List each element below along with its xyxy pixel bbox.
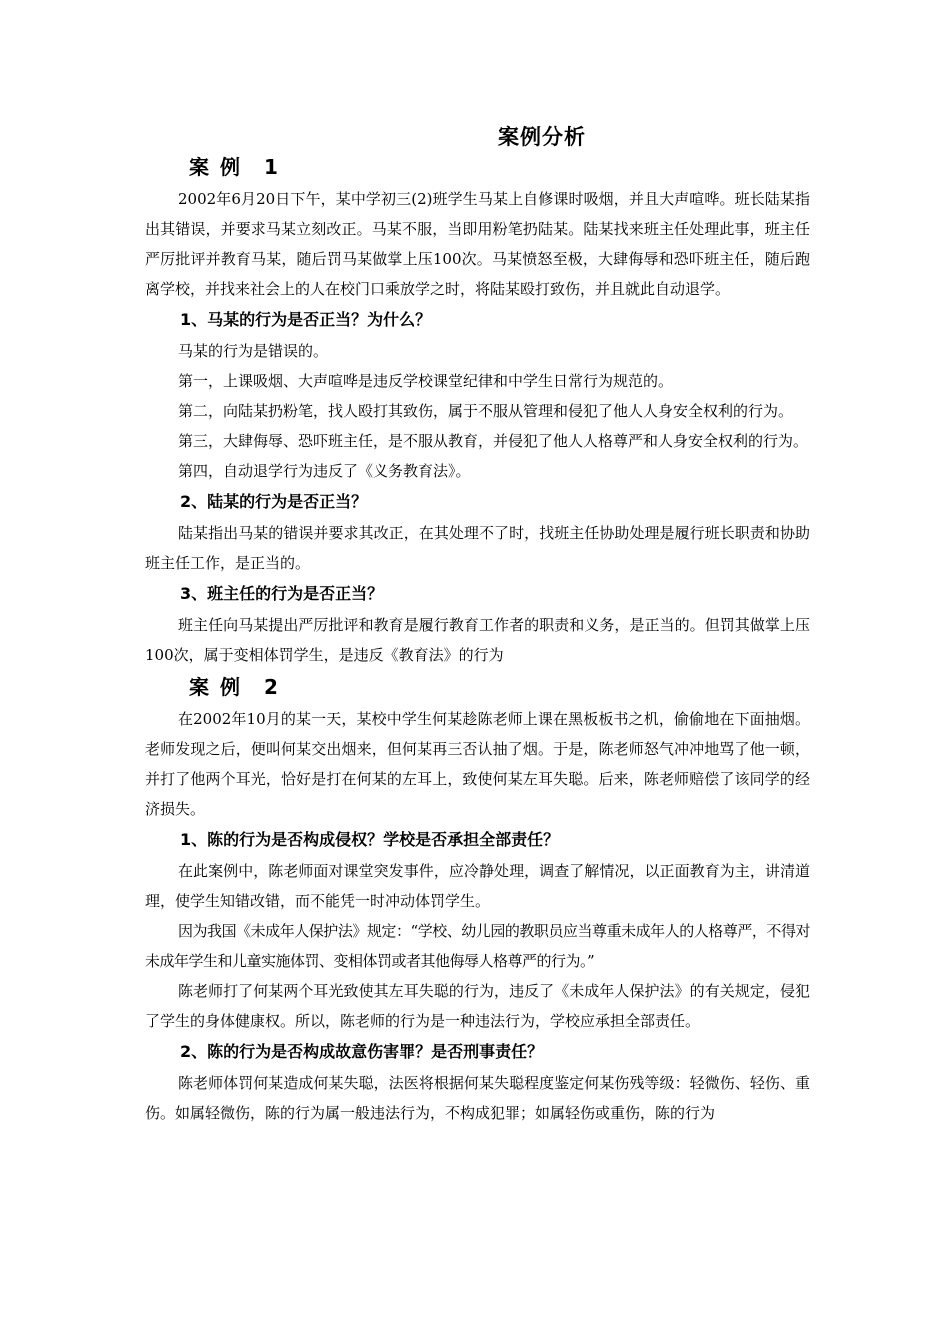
question-heading: 1、马某的行为是否正当？为什么？ — [180, 310, 432, 329]
case-heading-1 — [145, 150, 810, 184]
document-body — [145, 150, 810, 1128]
answer-paragraph: 陆某指出马某的错误并要求其改正，在其处理不了时，找班主任协助处理是履行班长职责和协助班主任工作，是正当的。 — [145, 524, 810, 572]
case-intro-2: 在2002年10月的某一天，某校中学生何某趁陈老师上课在黑板板书之机，偷偷地在下面抽烟。老师发现之后，便叫何某交出烟来，但何某再三否认抽了烟。于是，陈老师怒气冲冲地骂了他一顿，并打了他两个耳光，恰好是打在何某的左耳上，致使何某左耳失聪。后来，陈老师赔偿了该同学的经济损失。 — [145, 710, 810, 818]
answer-paragraph: 马某的行为是错误的。 — [178, 342, 329, 360]
document-title: 案例分析 — [498, 125, 586, 149]
answer-paragraph: 第四，自动退学行为违反了《义务教育法》。 — [178, 462, 471, 480]
question-heading: 3、班主任的行为是否正当？ — [180, 584, 384, 603]
case-number: 2 — [263, 675, 280, 699]
case-label: 案 例 — [189, 155, 242, 179]
answer-paragraph: 班主任向马某提出严厉批评和教育是履行教育工作者的职责和义务，是正当的。但罚其做掌上压100次，属于变相体罚学生，是违反《教育法》的行为 — [145, 616, 810, 664]
question-heading: 2、陆某的行为是否正当？ — [180, 492, 368, 511]
answer-paragraph: 第三，大肆侮辱、恐吓班主任，是不服从教育，并侵犯了他人人格尊严和人身安全权利的行为。 — [178, 432, 809, 450]
case-number: 1 — [263, 155, 280, 179]
case-heading-2 — [145, 670, 810, 704]
answer-paragraph: 第一，上课吸烟、大声喧哗是违反学校课堂纪律和中学生日常行为规范的。 — [178, 372, 674, 390]
answer-paragraph: 陈老师体罚何某造成何某失聪，法医将根据何某失聪程度鉴定何某伤残等级：轻微伤、轻伤、重伤。如属轻微伤，陈的行为属一般违法行为，不构成犯罪；如属轻伤或重伤，陈的行为 — [145, 1074, 810, 1122]
answer-paragraph: 因为我国《未成年人保护法》规定：“学校、幼儿园的教职员应当尊重未成年人的人格尊严，不得对未成年学生和儿童实施体罚、变相体罚或者其他侮辱人格尊严的行为。” — [145, 922, 810, 970]
question-heading: 2、陈的行为是否构成故意伤害罪？是否刑事责任？ — [180, 1042, 544, 1061]
answer-paragraph: 在此案例中，陈老师面对课堂突发事件，应冷静处理，调查了解情况，以正面教育为主，讲清道理，使学生知错改错，而不能凭一时冲动体罚学生。 — [145, 862, 810, 910]
case-intro-1: 2002年6月20日下午，某中学初三(2)班学生马某上自修课时吸烟，并且大声喧哗。班长陆某指出其错误，并要求马某立刻改正。马某不服，当即用粉笔扔陆某。陆某找来班主任处理此事，班主任严厉批评并教育马某，随后罚马某做掌上压100次。马某愤怒至极，大肆侮辱和恐吓班主任，随后跑离学校，并找来社会上的人在校门口乘放学之时，将陆某殴打致伤，并且就此自动退学。 — [145, 190, 810, 298]
case-label: 案 例 — [189, 675, 242, 699]
answer-paragraph: 陈老师打了何某两个耳光致使其左耳失聪的行为，违反了《未成年人保护法》的有关规定，侵犯了学生的身体健康权。所以，陈老师的行为是一种违法行为，学校应承担全部责任。 — [145, 982, 810, 1030]
question-heading: 1、陈的行为是否构成侵权？学校是否承担全部责任？ — [180, 830, 560, 849]
answer-paragraph: 第二，向陆某扔粉笔，找人殴打其致伤，属于不服从管理和侵犯了他人人身安全权利的行为。 — [178, 402, 794, 420]
